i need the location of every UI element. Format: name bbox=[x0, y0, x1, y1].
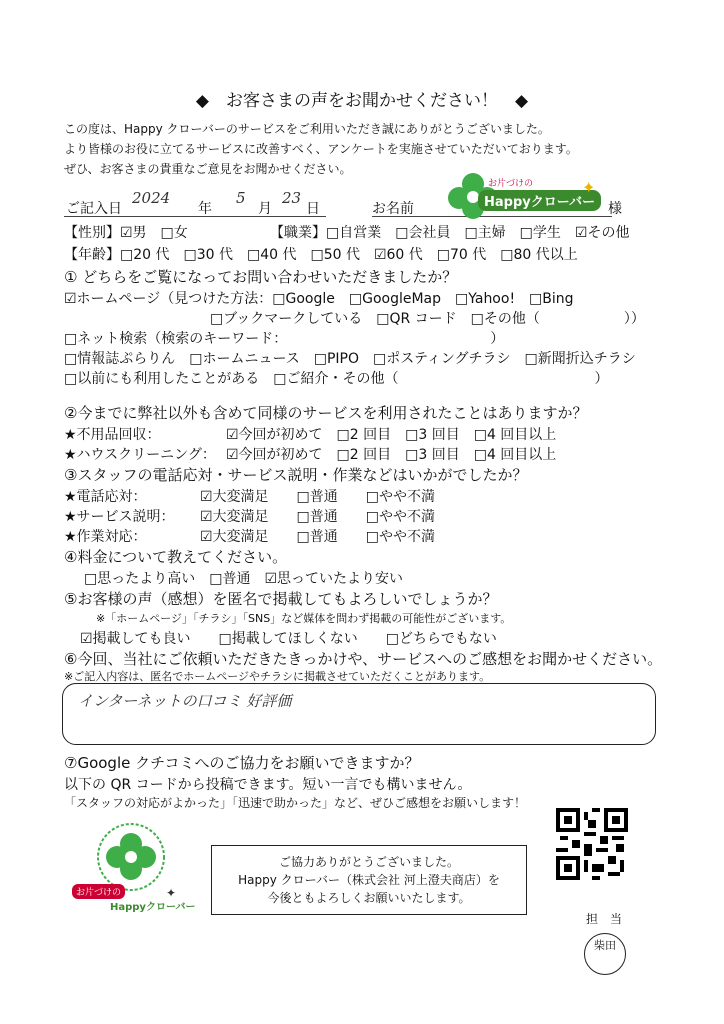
month-value[interactable]: 5 bbox=[236, 189, 246, 207]
thanks-box bbox=[211, 845, 527, 915]
header-logo-sub: お片づけの bbox=[488, 179, 534, 189]
page-title: ◆ お客さまの声をお聞かせください！ ◆ bbox=[195, 91, 529, 111]
q3-row-label: ★電話応対： bbox=[64, 489, 147, 505]
staff-label: 担 当 bbox=[586, 912, 623, 926]
footer-logo-sub: お片づけの bbox=[72, 884, 125, 899]
day-value[interactable]: 23 bbox=[282, 189, 302, 207]
sparkle-icon: ✦ bbox=[582, 178, 596, 197]
q7-title: ⑦Google クチコミへのご協力をお願いできますか？ bbox=[64, 754, 420, 772]
gender-line[interactable]: 【性別】☑男 □女 bbox=[64, 225, 188, 241]
month-label: 月 bbox=[258, 201, 272, 217]
q1-option-other[interactable]: □以前にも利用したことがある □ご紹介・その他（ ） bbox=[64, 371, 609, 387]
footer-logo-text: Happyクローバー bbox=[110, 902, 196, 913]
q6-note: ※ご記入内容は、匿名でホームページやチラシに掲載させていただくことがあります。 bbox=[64, 670, 491, 683]
q3-row-options[interactable]: ☑大変満足 □普通 □やや不満 bbox=[200, 509, 436, 525]
q2-row-label: ★不用品回収： bbox=[64, 427, 161, 443]
q6-title: ⑥今回、当社にご依頼いただきたきっかけや、サービスへのご感想をお聞かせください。 bbox=[64, 650, 663, 668]
q1-option-media[interactable]: □情報誌ぷらりん □ホームニュース □PIPO □ポスティングチラシ □新聞折込チラシ bbox=[64, 351, 636, 367]
q5-options[interactable]: ☑掲載しても良い □掲載してほしくない □どちらでもない bbox=[80, 631, 497, 647]
thanks-line-1: ご協力ありがとうございました。 bbox=[278, 855, 459, 869]
q3-title: ③スタッフの電話応対・サービス説明・作業などはいかがでしたか？ bbox=[64, 466, 528, 484]
intro-line-3: ぜひ、お客さまの貴重なご意見をお聞かせください。 bbox=[64, 162, 352, 176]
q1-option-search[interactable]: □ネット検索（検索のキーワード： ） bbox=[64, 331, 505, 347]
q6-answer-text: インターネットの口コミ 好評価 bbox=[78, 692, 292, 710]
q3-row-label: ★サービス説明： bbox=[64, 509, 175, 525]
q1-title: ① どちらをご覧になってお問い合わせいただきましたか？ bbox=[64, 268, 458, 286]
footer-clover-logo-icon bbox=[92, 822, 170, 892]
job-line[interactable]: 【職業】□自営業 □会社員 □主婦 □学生 ☑その他 bbox=[270, 225, 630, 241]
q2-title: ②今までに弊社以外も含めて同様のサービスを利用されたことはありますか？ bbox=[64, 404, 588, 422]
day-label: 日 bbox=[306, 201, 320, 217]
date-underline bbox=[64, 216, 326, 217]
q5-note: ※「ホームページ」「チラシ」「SNS」など媒体を問わず掲載の可能性がございます。 bbox=[96, 612, 512, 625]
q4-options[interactable]: □思ったより高い □普通 ☑思っていたより安い bbox=[84, 571, 404, 587]
qr-code-icon[interactable] bbox=[556, 808, 628, 880]
intro-line-2: より皆様のお役に立てるサービスに改善すべく、アンケートを実施させていただいております。 bbox=[64, 142, 578, 156]
staff-stamp bbox=[584, 933, 626, 975]
q1-option-bookmark[interactable]: □ブックマークしている □QR コード □その他（ ）） bbox=[210, 311, 645, 327]
date-label: ご記入日 bbox=[66, 201, 122, 217]
q7-line-1: 以下の QR コードから投稿できます。短い一言でも構いません。 bbox=[64, 777, 472, 793]
q3-row-options[interactable]: ☑大変満足 □普通 □やや不満 bbox=[200, 489, 436, 505]
q5-title: ⑤お客様の声（感想）を匿名で掲載してもよろしいでしょうか？ bbox=[64, 590, 498, 608]
name-label: お名前 bbox=[372, 201, 414, 217]
q7-line-2: 「スタッフの対応がよかった」「迅速で助かった」など、ぜひご感想をお願いします！ bbox=[64, 796, 527, 810]
thanks-line-3: 今後ともよろしくお願いいたします。 bbox=[267, 891, 471, 905]
staff-stamp-text: 柴田 bbox=[594, 939, 616, 952]
q2-row-label: ★ハウスクリーニング： bbox=[64, 447, 216, 463]
q3-row-label: ★作業対応： bbox=[64, 529, 147, 545]
age-line[interactable]: 【年齢】□20 代 □30 代 □40 代 □50 代 ☑60 代 □70 代 □80 代以上 bbox=[64, 247, 578, 263]
thanks-line-2: Happy クローバー（株式会社 河上澄夫商店）を bbox=[238, 873, 500, 887]
year-label: 年 bbox=[198, 201, 212, 217]
q1-option-homepage[interactable]: ☑ホームページ（見つけた方法：□Google □GoogleMap □Yahoo! □Bing bbox=[64, 291, 574, 307]
footer-sparkle-icon: ✦ bbox=[166, 886, 177, 900]
name-suffix: 様 bbox=[608, 201, 622, 217]
year-value[interactable]: 2024 bbox=[132, 189, 171, 207]
q2-row-options[interactable]: ☑今回が初めて □2 回目 □3 回目 □4 回目以上 bbox=[226, 447, 557, 463]
q2-row-options[interactable]: ☑今回が初めて □2 回目 □3 回目 □4 回目以上 bbox=[226, 427, 557, 443]
header-logo-text: Happyクローバー bbox=[478, 190, 601, 211]
intro-line-1: この度は、Happy クローバーのサービスをご利用いただき誠にありがとうございました。 bbox=[64, 122, 550, 136]
q3-row-options[interactable]: ☑大変満足 □普通 □やや不満 bbox=[200, 529, 436, 545]
q4-title: ④料金について教えてください。 bbox=[64, 548, 288, 566]
